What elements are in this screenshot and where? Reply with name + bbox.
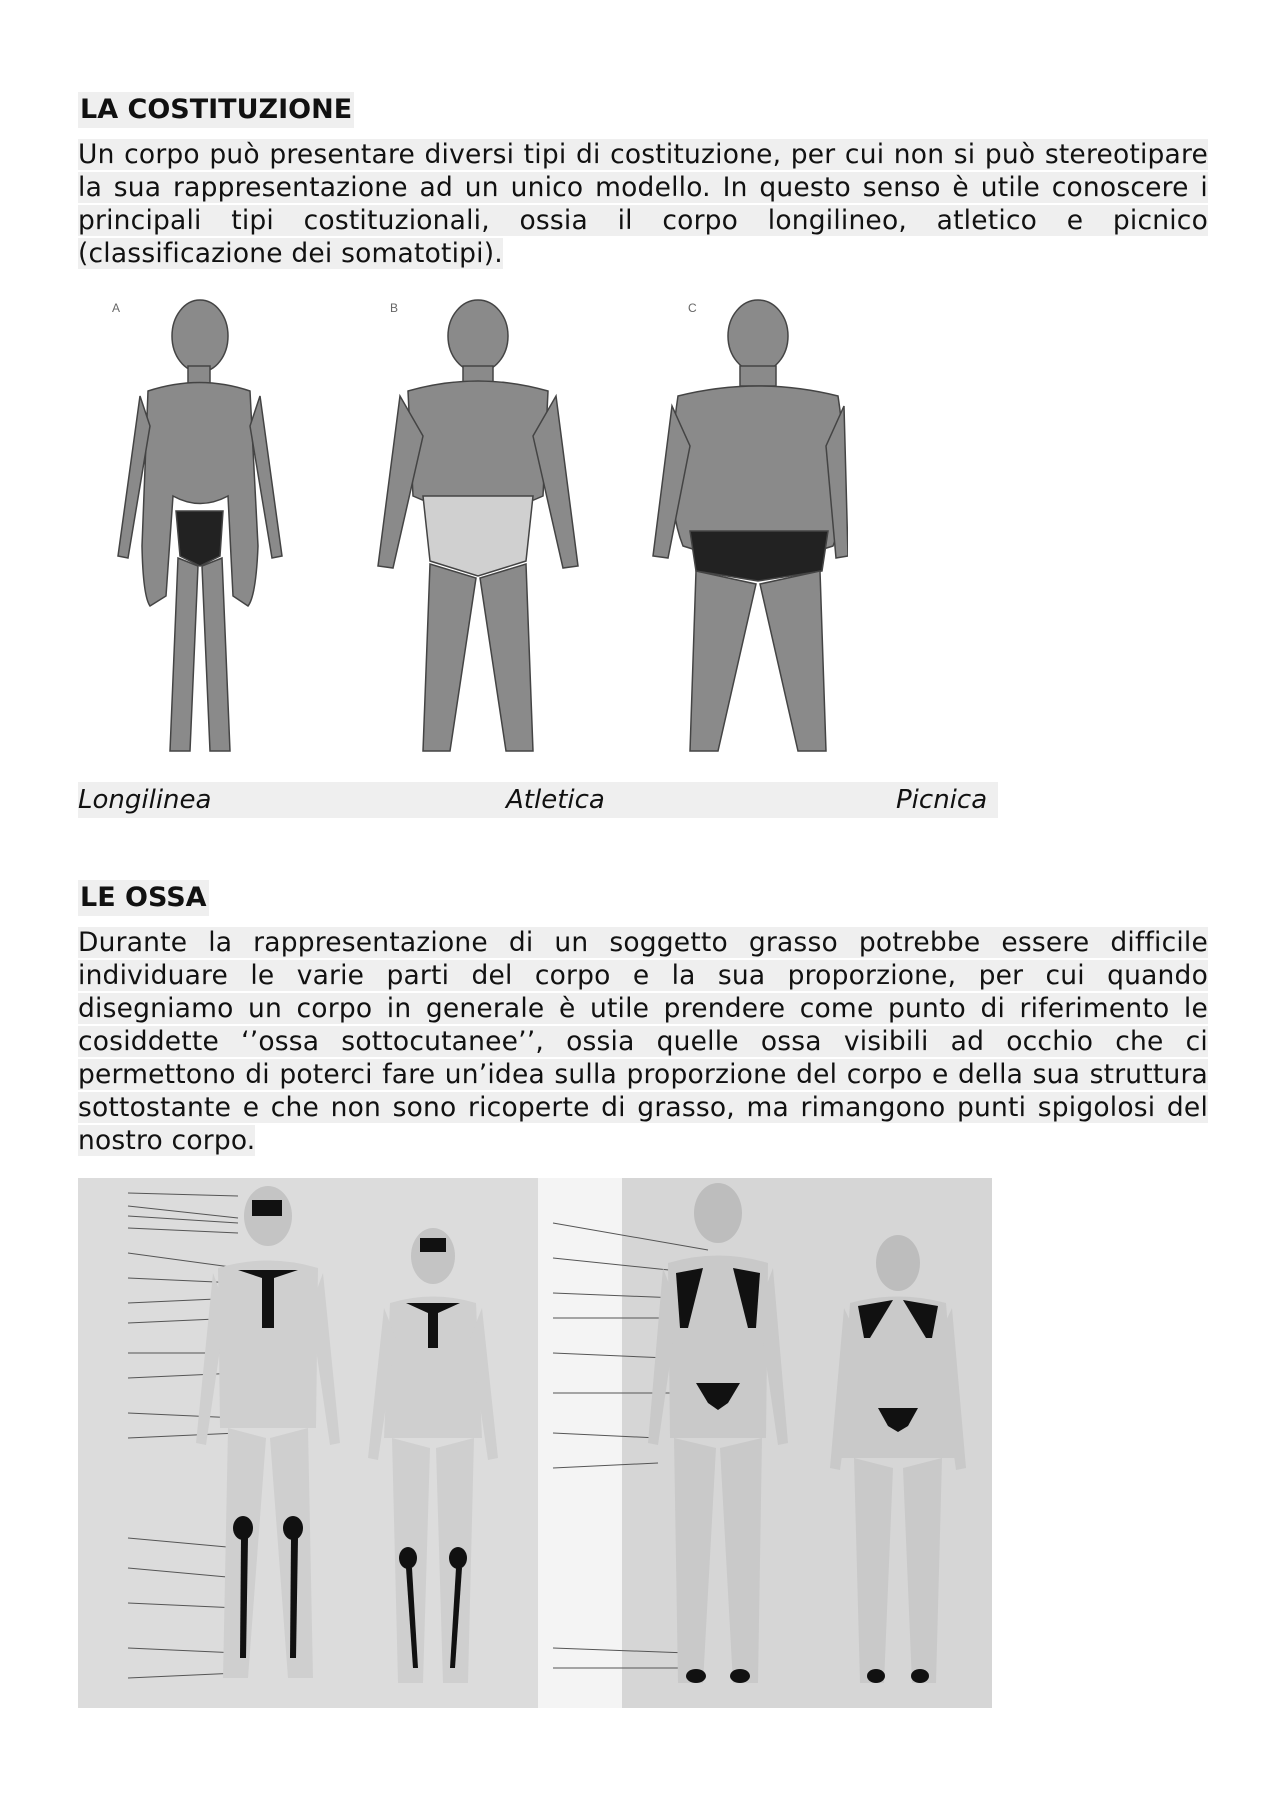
somatotypes-figure <box>78 296 848 766</box>
section-title-ossa: LE OSSA <box>78 880 209 916</box>
caption-longilinea: Longilinea <box>78 785 212 815</box>
paragraph-costituzione: Un corpo può presentare diversi tipi di costituzione, per cui non si può stereotipare la sua rappresentazione ad un unico modello. In questo senso è utile conoscere i principali tipi costituzionali, ossia il corpo longilineo, atletico e picnico (classificazione dei somatotipi). <box>78 139 1208 269</box>
section-title-costituzione: LA COSTITUZIONE <box>78 92 354 128</box>
caption-picnica: Picnica <box>896 785 988 815</box>
page-gutter <box>538 1178 622 1708</box>
caption-atletica: Atletica <box>506 785 605 815</box>
paragraph-ossa: Durante la rappresentazione di un soggetto grasso potrebbe essere difficile individuare le varie parti del corpo e la sua proporzione, per cui quando disegniamo un corpo in generale è utile prendere come punto di riferimento le cosiddette ‘’ossa sottocutanee’’, ossia quelle ossa visibili ad occhio che ci permettono di poterci fare un’idea sulla proporzione del corpo e della sua struttura sottostante e che non sono ricoperte di grasso, ma rimangono punti spigolosi del nostro corpo. <box>78 927 1208 1156</box>
subcutaneous-bones-figure <box>78 1178 992 1708</box>
page <box>78 92 1208 270</box>
somatotype-captions <box>78 782 998 818</box>
figure-letter-a: A <box>112 301 121 315</box>
figure-letter-b: B <box>390 301 399 315</box>
figure-letter-c: C <box>688 301 697 315</box>
section-ossa <box>78 880 1208 1157</box>
